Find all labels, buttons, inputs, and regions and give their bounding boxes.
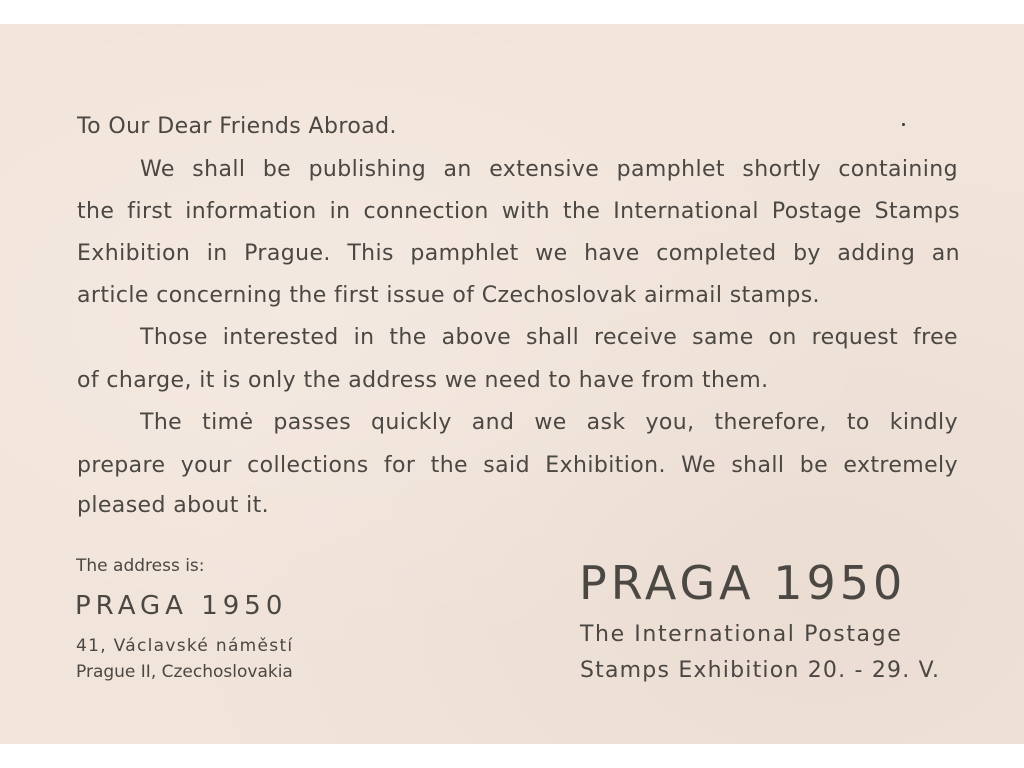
paragraph-1-line-4: article concerning the first issue of Czechoslovak airmail stamps. bbox=[77, 283, 820, 308]
paragraph-3-line-1: The timė passes quickly and we ask you, therefore, to kindly bbox=[140, 410, 958, 435]
paragraph-3-line-3: pleased about it. bbox=[77, 493, 270, 518]
address-street: 41, Václavské náměstí bbox=[76, 636, 294, 656]
paragraph-1-line-3: Exhibition in Prague. This pamphlet we have completed by adding an bbox=[77, 241, 960, 266]
paragraph-1-line-1: We shall be publishing an extensive pamphlet shortly containing bbox=[140, 157, 958, 182]
paragraph-1-line-2: the first information in connection with the International Postage Stamps bbox=[77, 199, 960, 224]
ink-speck bbox=[902, 123, 905, 126]
greeting: To Our Dear Friends Abroad. bbox=[77, 114, 397, 139]
exhibition-subtitle-line-2: Stamps Exhibition 20. - 29. V. bbox=[580, 658, 941, 683]
paragraph-2-line-1: Those interested in the above shall receive same on request free bbox=[140, 325, 958, 350]
paragraph-3-line-2: prepare your collections for the said Exhibition. We shall be extremely bbox=[77, 453, 958, 478]
address-city: Prague II, Czechoslovakia bbox=[76, 662, 293, 682]
address-name: PRAGA 1950 bbox=[75, 591, 288, 621]
postcard bbox=[0, 24, 1024, 744]
address-label: The address is: bbox=[76, 556, 205, 576]
exhibition-title: PRAGA 1950 bbox=[579, 556, 907, 610]
exhibition-subtitle-line-1: The International Postage bbox=[580, 622, 903, 647]
paragraph-2-line-2: of charge, it is only the address we need to have from them. bbox=[77, 368, 769, 393]
